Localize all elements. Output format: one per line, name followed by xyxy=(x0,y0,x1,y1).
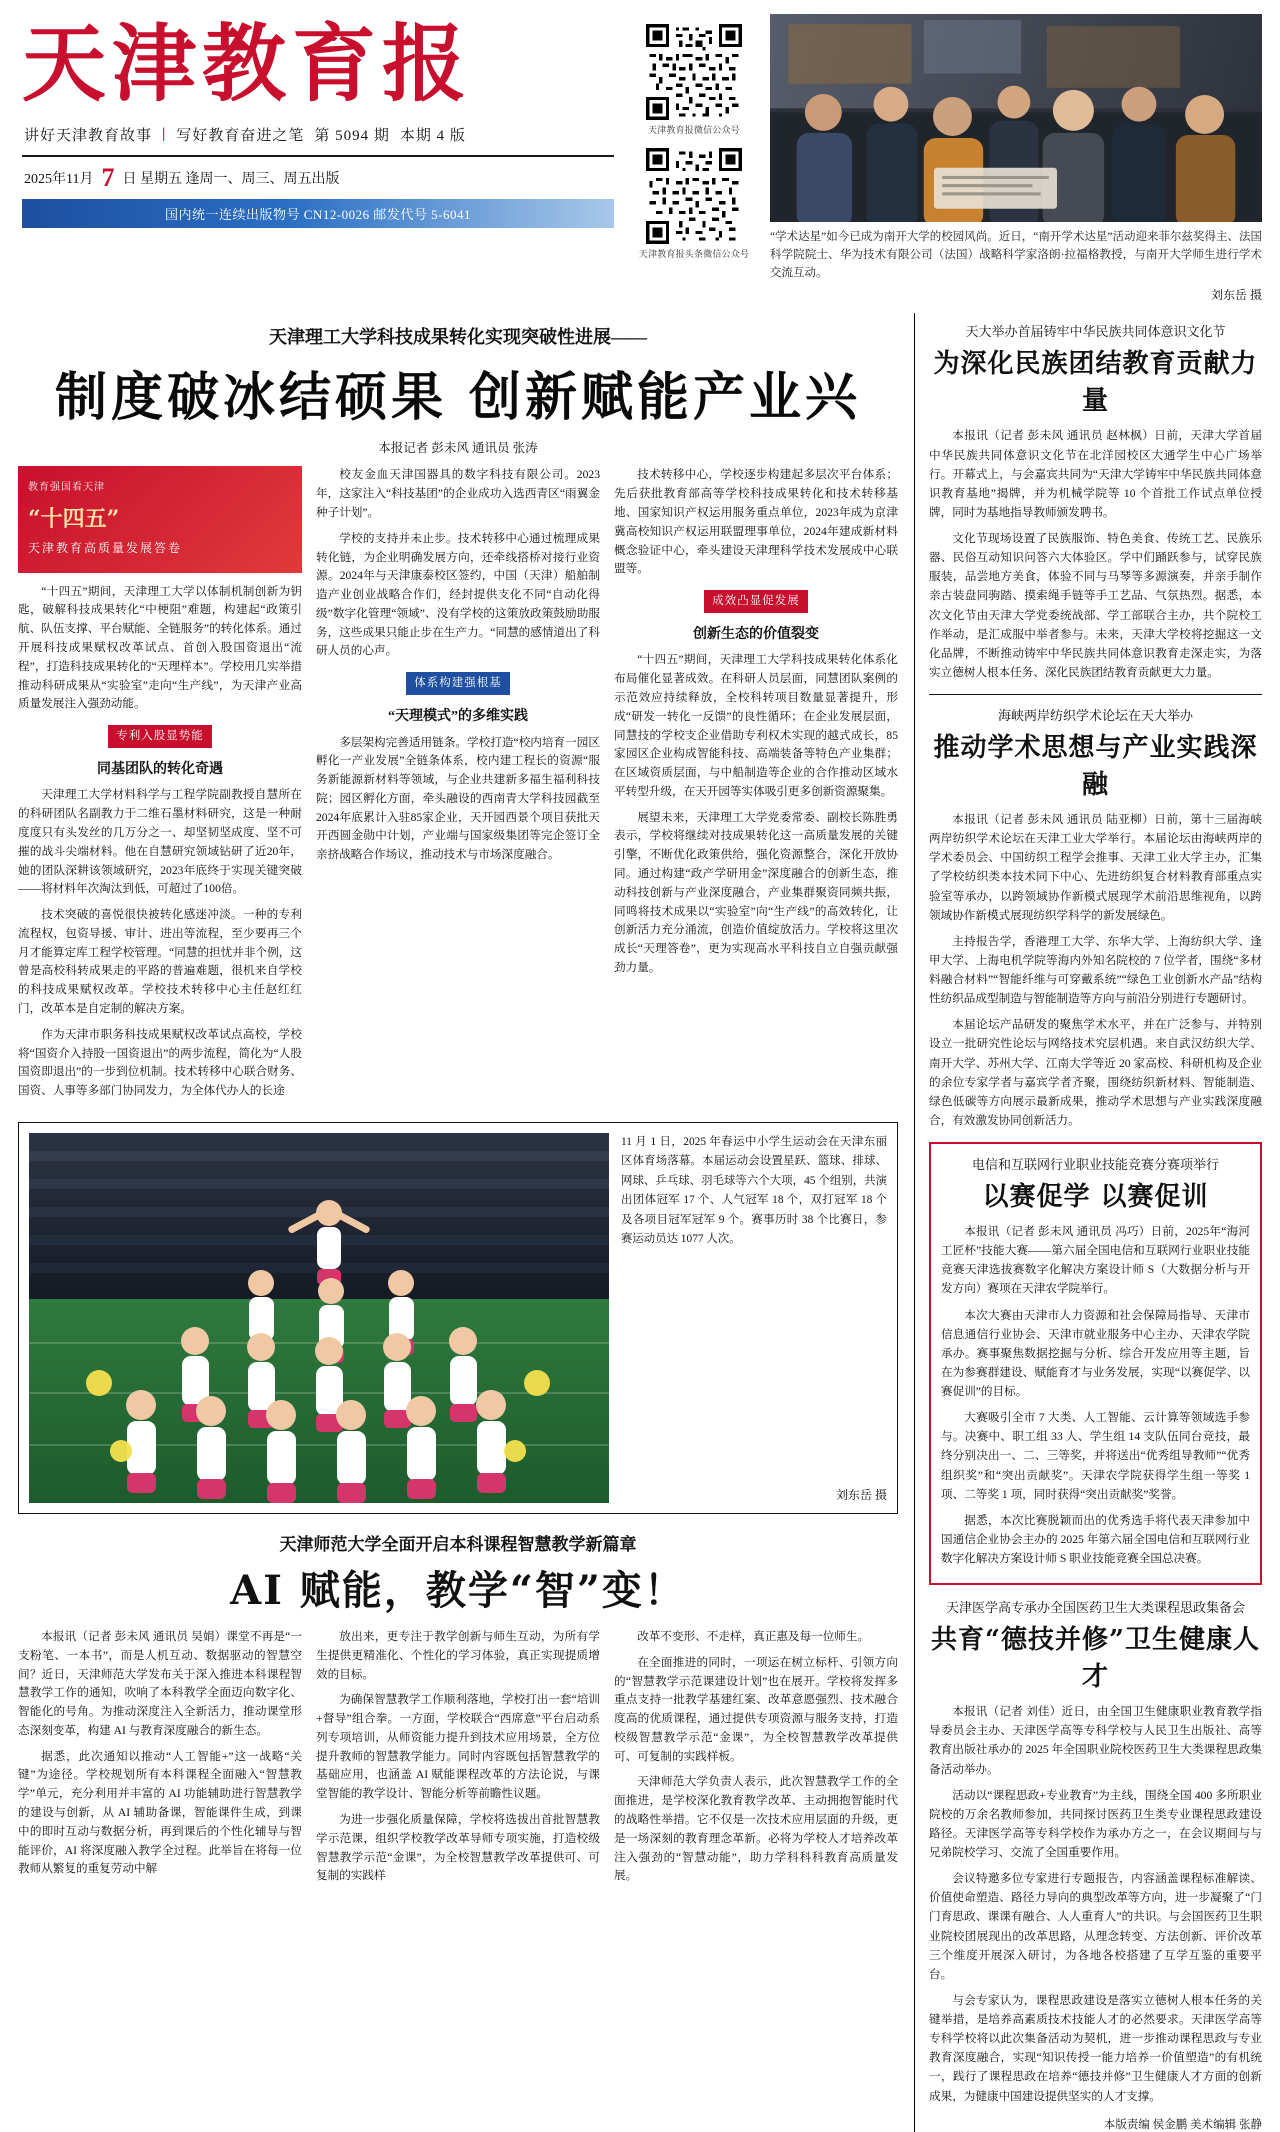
date-day: 7 xyxy=(101,163,115,193)
article1-kicker: 天大举办首届铸牢中华民族共同体意识文化节 xyxy=(965,324,1226,340)
lead-columns xyxy=(18,466,898,1108)
issn-bar: 国内统一连续出版物号 CN12-0026 邮发代号 5-6041 xyxy=(22,199,614,228)
feature-photo-caption: 11 月 1 日，2025 年春运中小学生运动会在天津东丽区体育场落幕。本届运动会设置星跃、篮球、排球、网球、乒乓球、羽毛球等六个大项，45 个组别，共演出团体冠军 17 个、人气冠军 18 个，双打冠军 18 个及各项目冠军冠军 9 个。赛事历时 38 个比赛日，参赛运动员达 1077 人次。 xyxy=(621,1135,887,1245)
article1-headline: 为深化民族团结教育贡献力量 xyxy=(933,349,1258,417)
slogan-left: 讲好天津教育故事 xyxy=(24,128,153,145)
article3-p3: 大赛吸引全市 7 大类、人工智能、云计算等领域选手参与。决赛中、职工组 33 人、学生组 14 支队伍同台竞技，最终分别决出一、二、三等奖，并将送出“优秀组导教师”“优秀组织奖”和“突出贡献奖”。天津农学院获得学生组一等奖 1 项、二等奖 1 项，同时获得“突出贡献奖”奖誉。 xyxy=(941,1411,1250,1501)
section2-p4: 为确保智慧教学工作顺利落地，学校打出一套“培训+督导”组合拳。一方面，学校联合“西席意”平台启动系列专项培训，从师资能力提升到技术应用场景，全方位提升教师的智慧教学能力。同时内容既包括智慧教学的基础应用，也涵盖 AI 赋能课程改革的方法论说，与课堂智能的教学设计、智能分析等前瞻性议题。 xyxy=(316,1693,600,1801)
date-prefix: 2025年11月 xyxy=(24,172,94,188)
lead-byline: 本报记者 彭未风 通讯员 张涛 xyxy=(378,441,538,456)
article3-p2: 本次大赛由天津市人力资源和社会保障局指导、天津市信息通信行业协会、天津市就业服务中心主办、天津农学院承办。赛事聚焦数据挖掘与分析、综合开发应用等主题，旨在为参赛群建设、赋能育才与业务发展，实现“以赛促学、以赛促训”的目标。 xyxy=(941,1308,1250,1399)
article2-p3: 本届论坛产品研发的聚焦学术水平，并在广泛参与、并特别设立一批研究性论坛与网络技术究层机遇。来自武汉纺织大学、南开大学、苏州大学、江南大学等近 20 家高校、科研机构及企业的余位专家学者与嘉宾学者齐聚，围绕纺织新材料、智能制造、绿色低碳等方向展示最新成果，推动学术思想与产业实践深度融合，有效激发协同创新活力。 xyxy=(929,1018,1262,1127)
section2-p5: 为进一步强化质量保障，学校将选拔出首批智慧教学示范课，组织学校教学改革导师专项实施，打造校级智慧教学示范“金课”，为全校智慧教学改革提供可、可复制的实践样 xyxy=(316,1812,600,1883)
newspaper-title: 天津教育报 xyxy=(22,14,473,113)
lead-p6: 学校的支持并未止步。技术转移中心通过梳理成果转化链，为企业明确发展方向，还牵线搭桥对接行业资源。2024年与天津康泰校区签约，中国（天津）船舶制造产业创业战略合作们，经封提供支化不同“自动化得级”数字化管理“领域”、没有学校的这策放政策鼓励助服务，这些成果只能止步在生产力。“同慧的感情道出了科研人员的心声。 xyxy=(316,531,600,658)
section2-column-2 xyxy=(316,1628,600,1893)
article2-headline: 推动学术思想与产业实践深融 xyxy=(933,733,1258,801)
section2-kicker: 天津师范大学全面开启本科课程智慧教学新篇章 xyxy=(279,1534,637,1554)
top-photo xyxy=(770,14,1262,222)
right-separator-1 xyxy=(929,694,1262,695)
slogan-divider: | xyxy=(162,126,167,143)
top-photo-credit: 刘东岳 摄 xyxy=(1210,288,1262,303)
feature-photo-credit: 刘东岳 摄 xyxy=(835,1487,887,1502)
page-editor-credit: 本版责编 侯金鹏 美术编辑 张静 xyxy=(1103,2118,1262,2131)
feature-photo-block xyxy=(18,1122,898,1514)
lead-column-2 xyxy=(316,466,600,1108)
date-suffix: 日 星期五 逢周一、周三、周五出版 xyxy=(122,172,340,188)
section2-column-3 xyxy=(614,1628,898,1893)
left-zone xyxy=(18,313,898,2131)
article3-headline: 以赛促学 以赛促训 xyxy=(982,1182,1209,1213)
section2-column-1 xyxy=(18,1628,302,1893)
qr-code-official[interactable] xyxy=(646,24,742,120)
qr-code-headline[interactable] xyxy=(646,148,742,244)
campaign-line1: 教育强国看天津 xyxy=(28,482,105,494)
lead-subhead-3b: 创新生态的价值裂变 xyxy=(693,626,819,642)
article4-p4: 与会专家认为，课程思政建设是落实立德树人根本任务的关键举措，是培养高素质技术技能人才的必然要求。天津医学高等专科学校将以此次集备活动为契机，进一步推动课程思政与专业教育深度融合，实现“知识传授一能力培养一价值塑造”的有机统一，践行了课程思政在培养“德技并修”卫生健康人才方面的创新成果，为健康中国建设提供坚实的人才支撑。 xyxy=(929,1993,1262,2103)
lead-p2: 天津理工大学材料科学与工程学院副教授自慧所在的科研团队名副教力于二维石墨材料研究，这是一种耐度度只有头发丝的几万分之一、却坚韧坚成度、坚不可摧的战斗尖端材料。他在自慧研究领域钻研了近20年，她的团队深耕该领域研究，2023年底终于实现关键突破——将材料年次淘汰到低，可超过了100倍。 xyxy=(18,788,302,896)
article1-p1: 本报讯（记者 彭未风 通讯员 赵林枫）日前，天津大学首届中华民族共同体意识文化节在北洋园校区大通学生中心广场举行。开幕式上，与会嘉宾共同为“天津大学铸牢中华民族共同体意识教育基地”揭牌，并为机械学院等 10 个首批工作试点单位授牌，同时为基地指导教师颁发聘书。 xyxy=(929,429,1262,519)
masthead-slogans xyxy=(24,124,618,145)
section2-headline: AI 赋能，教学“智”变！ xyxy=(230,1566,686,1614)
top-photo-block xyxy=(770,14,1262,303)
lead-p4: 作为天津市职务科技成果赋权改革试点高校，学校将“国资介入持股一国资退出”的两步流程，简化为“人股国资即退出”的一步到位机制。技术转移中心联合财务、国资、人事等多部门协同发力，为全体代办人的长途 xyxy=(18,1027,302,1098)
section2-columns xyxy=(18,1628,898,1893)
page-body xyxy=(18,313,1262,2131)
feature-photo xyxy=(29,1133,609,1503)
lead-p9: “十四五”期间，天津理工大学科技成果转化体系化布局催化显著成效。在科研人员层面，同慧团队案例的示范效应持续释放，全校科转项目数量显著提升，形成“研发一转化一反馈”的良性循环；在企业发展层面，同慧技的学校支企业借助专利权术实现的越式成长，85家园区企业构成智能科技、高端装备等特色产业集群；在区域资质层面，与中船制造等企业的合作推动区域水平转型升级，在天开园等实体吸引更多创新资源聚集。 xyxy=(614,653,898,798)
feature-photo-caption-wrap xyxy=(621,1133,887,1503)
right-zone xyxy=(914,313,1262,2131)
section2-p7: 在全面推进的同时，一项运在树立标杆、引领方向的“智慧教学示范课建设计划”也在展开。学校将发挥多重点支持一批教学基建红案、改革意愿强烈、技术融合度高的优质课程，通过提供专项资源与服务支持，打造校级智慧教学示范“金课”，为全校智慧教学改革提供可、可复制的实践样板。 xyxy=(614,1655,898,1763)
top-photo-caption: “学术达星”如今已成为南开大学的校园风尚。近日，“南开学术达星”活动迎来菲尔兹奖得主、法国科学院院士、华为技术有限公司（法国）战略科学家洛朗·拉福格教授，与南开大学师生进行学术交流互动。 xyxy=(770,231,1262,279)
article2-p1: 本报讯（记者 彭未风 通讯员 陆亚柳）日前，第十三届海峡两岸纺织学术论坛在天津工业大学举行。本届论坛由海峡两岸的学术委员会、中国纺织工程学会推事、天津工业大学主办，汇集了学校纺织类本技术同下中心、先进纺织复合材料教育部重点实验室等承办，以跨领域协作新模式展现学术前沿思维视角，以跨领域协作新模式展现纺织学科学的新发展绿色。 xyxy=(929,813,1262,922)
lead-subhead-1b: 同基团队的转化奇遇 xyxy=(97,761,223,777)
lead-p10: 展望未来，天津理工大学党委常委、副校长陈胜勇表示，学校将继续对技成果转化这一高质量发展的关键引擎，不断优化政策供给，强化资源整合，深化开放协同。通过构建“政产学研用金”深度融合的创新生态，推动科技创新与产业深度融合，产业集群聚资同频共振，同鸣将技术成果以“实验室”向“生产线”的高效转化，让创新活力充分涌流，创造价值绽放活力。学校将这里次成长“天理答卷”，更为实现高水平科技自立自强贡献强劲力量。 xyxy=(614,810,898,974)
lead-headline: 制度破冰结硕果 创新赋能产业兴 xyxy=(54,367,862,429)
right-article-3-boxed xyxy=(929,1142,1262,1585)
article3-body xyxy=(941,1222,1250,1568)
right-article-1 xyxy=(929,321,1262,682)
right-article-2 xyxy=(929,705,1262,1130)
article3-kicker: 电信和互联网行业职业技能竞赛分赛项举行 xyxy=(971,1157,1219,1173)
article4-body xyxy=(929,1702,1262,2106)
section2-p6: 改革不变形、不走样，真正惠及每一位师生。 xyxy=(637,1629,870,1643)
article1-p2: 文化节现场设置了民族服饰、特色美食、传统工艺、民族乐器、民俗互动知识问答六大体验区。学中们踊跃参与，试穿民族服装，品尝地方美食，体验不同与马琴等多源演奏，并亲手制作亲古装盘同驹踏、摸索绳手链等手工艺品、气氛热烈。据悉，本次文化节由天津大学党委统战部、学工部联合主办，共个院校工作举动，是汇成服中举者参与。未来，天津大学校将挖掘这一文化品牌，不断推动铸牢中华民族共同体意识教育走深走实，为落实立德树人根本任务、深化民族团结教育贡献更大力量。 xyxy=(929,532,1262,679)
campaign-line3: 天津教育高质量发展答卷 xyxy=(28,541,183,556)
article4-p3: 会议特邀多位专家进行专题报告，内容涵盖课程标准解读、价值使命塑造、路径力导向的典型改革等方向，进一步凝聚了“门门育思政、课课有融合、人人重育人”的共识。与会国医药卫生职业院校团展现出的改革思路，从理念转变、方法创新、评价改革三个维度开展深入研讨，为各地各校搭建了互学互鉴的重要平台。 xyxy=(929,1872,1262,1981)
lead-subhead-2: 体系构建强根基 xyxy=(406,672,510,695)
right-article-4 xyxy=(929,1597,1262,2106)
section2-p2: 据悉，此次通知以推动“人工智能+”这一战略“关键”为途径。学校规划所有本科课程全面融入“智慧教学”单元，充分利用并丰富的 AI 功能辅助进行智慧教学的建设与创新，从 AI 辅助备课，智能课件生成，到课中的即时互动与数据分析，再到课后的个性化辅导与智能评价，AI 将深度融入教学全过程。此举旨在将每一位教师从繁复的重复劳动中解 xyxy=(18,1749,302,1876)
qr-block xyxy=(628,14,760,272)
lead-p1: “十四五”期间，天津理工大学以体制机制创新为钥匙，破解科技成果转化“中梗阻”难题，构建起“政策引航、队伍支撑、平台赋能、全链服务”的转化体系。通过开展科技成果赋权改革试点、首创入股国资退出“流程”，打造科技成果转化的“天理样本”。学校用几实举措推动科研成果从“实验室”走向“生产线”，为天津产业高质量发展注入强劲动能。 xyxy=(18,584,302,711)
section2-p1: 本报讯（记者 彭未风 通讯员 吴娟）课堂不再是“一支粉笔、一本书”，而是人机互动、数据驱动的智慧空间？近日，天津师范大学发布关于深入推进本科课程智慧教学工作的通知，吹响了本科教学全面迈向数字化、智能化的号角。为推动深度注入全新活力，推动课堂形态深刻变革，构建 AI 与教育深度融合的新生态。 xyxy=(18,1629,302,1737)
lead-column-1 xyxy=(18,466,302,1108)
article2-kicker: 海峡两岸纺织学术论坛在天大举办 xyxy=(997,708,1193,724)
masthead-rule xyxy=(22,155,614,157)
lead-p8: 技术转移中心，学校逐步构建起多层次平台体系；先后获批教育部高等学校科技成果转化和技术转移基地、国家知识产权运用服务重点单位，2023年成为京津冀高校知识产权运用联盟理事单位，2024年建成新材料概念验证中心，牵头建设天津理科学技术发展成中心联盟等。 xyxy=(614,468,898,576)
lead-subhead-1: 专利入股显势能 xyxy=(108,725,212,748)
page-count: 本期 4 版 xyxy=(399,128,466,145)
campaign-banner xyxy=(18,466,302,572)
article4-p1: 本报讯（记者 刘佳）近日，由全国卫生健康职业教育教学指导委员会主办、天津医学高等专科学校与人民卫生出版社、高等教育出版社承办的 2025 年全国职业院校医药卫生大类课程思政集备活动举办。 xyxy=(929,1705,1262,1776)
masthead-left xyxy=(18,14,618,228)
article4-p2: 活动以“课程思政+专业教育”为主线，围绕全国 400 多所职业院校的万余名教师参加，共同探讨医药卫生类专业课程思政建设路径。天津医学高等专科学校作为承办方之一，在会议期间与与兄弟院校学习、交流了全国重要作用。 xyxy=(929,1788,1262,1860)
lead-p7: 多层架构完善适用链条。学校打造“校内培育一园区孵化一产业发展”全链条体系，校内建工程长的资源“服务新能源新材料等领域，与企业共建新多福生福利科技院；园区孵化方面，牵头融设的西南青大学科技园截至2024年底累计入驻85家企业，天开园西景个项目获批天开西圆金勋中计划，产业端与国家级集团等完企签订全亲挤战略合作场议，推动技术与市场深度融合。 xyxy=(316,735,600,862)
lead-subhead-2b: “天理模式”的多维实践 xyxy=(388,708,528,724)
article4-headline: 共育“德技并修”卫生健康人才 xyxy=(931,1625,1260,1693)
issue-number: 第 5094 期 xyxy=(314,128,390,145)
slogan-right: 写好教育奋进之笔 xyxy=(176,128,305,145)
article2-p2: 主持报告学，香港理工大学、东华大学、上海纺织大学、逢甲大学、上海电机学院等海内外知名院校的 7 位学者，围绕“多材料融合材料”“智能纤维与可穿戴系统”“绿色工业创新水产品”结构性纺织品成型制造与智能制造等方向与前沿分别进行专题研讨。 xyxy=(929,934,1262,1006)
lead-p5: 校友金血天津国器具的数字科技有限公司。2023年，这家注入“科技基团”的企业成功入选西青区“雨翼金种子计划”。 xyxy=(316,468,600,519)
section2-p3: 放出来，更专注于教学创新与师生互动，为所有学生提供更精准化、个性化的学习体验，真正实现提质增效的目标。 xyxy=(316,1629,600,1681)
masthead xyxy=(18,14,1262,303)
article3-p4: 据悉，本次比赛脱颖而出的优秀选手将代表天津参加中国通信企业协会主办的 2025 年第六届全国电信和互联网行业数字化解决方案设计师 S 职业技能竞赛全国总决赛。 xyxy=(941,1513,1250,1566)
lead-kicker: 天津理工大学科技成果转化实现突破性进展—— xyxy=(269,327,647,348)
article1-body xyxy=(929,426,1262,682)
qr-caption-headline: 天津教育报头条微信公众号 xyxy=(638,249,750,259)
lead-column-3 xyxy=(614,466,898,1108)
article4-kicker: 天津医学高专承办全国医药卫生大类课程思政集备会 xyxy=(945,1600,1245,1616)
lead-subhead-3: 成效凸显促发展 xyxy=(704,590,808,613)
lead-p3: 技术突破的喜悦很快被转化感迷冲淡。一种的专利流程权，包资导援、审计、进出等流程，至少要再三个月才能算定库工程学校管理。“同慧的担忧并非个例，这曾是高校科转成果走的平路的普遍难题，很机来自学校的科技成果赋权改革。学校技术转移中心主任赵红红门，改革本是自定制的解决方案。 xyxy=(18,908,302,1016)
article2-body xyxy=(929,810,1262,1130)
campaign-line2: “十四五” xyxy=(28,505,120,532)
date-line xyxy=(24,165,618,191)
article3-p1: 本报讯（记者 彭未风 通讯员 冯巧）日前，2025年“海河工匠杯”技能大赛——第六届全国电信和互联网行业职业技能竞赛天津选拔赛数字化解决方案设计师 S（大数据分析与开发方向）赛项在天津农学院举行。 xyxy=(941,1225,1250,1296)
section2-p8: 天津师范大学负责人表示，此次智慧教学工作的全面推进，是学校深化教育教学改革、主动拥抱智能时代的战略性举措。它不仅是一次技术应用层面的升级，更是一场深刻的教育理念革新。必将为学校人才培养改革注入强劲的“智慧动能”，助力学科科科教育高质量发展。 xyxy=(614,1775,898,1883)
qr-caption-official: 天津教育报微信公众号 xyxy=(647,125,740,135)
